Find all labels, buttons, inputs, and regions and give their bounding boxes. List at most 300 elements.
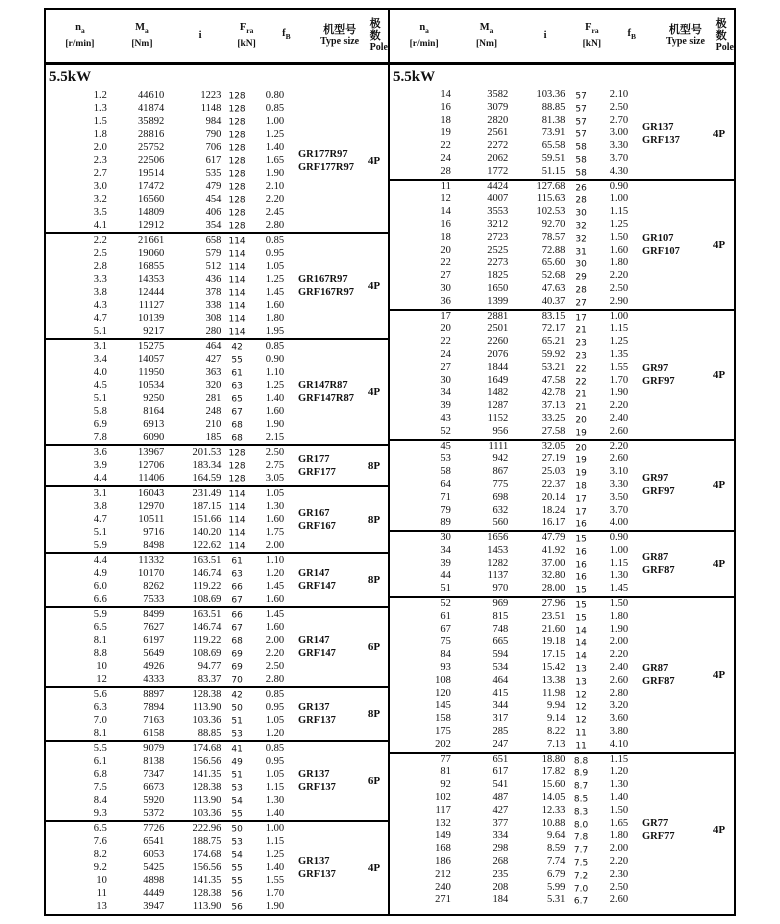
cell-ratio: 248 bbox=[205, 406, 222, 417]
cell-torque: 2273 bbox=[487, 257, 509, 269]
cell-speed: 30 bbox=[440, 282, 451, 294]
cell-service-factor: 1.55 bbox=[265, 875, 285, 886]
table-row bbox=[46, 539, 298, 552]
cell-torque: 1825 bbox=[487, 270, 509, 282]
table-row bbox=[46, 768, 298, 781]
cell-radial-force: 114 bbox=[228, 249, 246, 260]
cell-ratio: 52.68 bbox=[541, 270, 566, 282]
pole-label: 4P bbox=[367, 154, 381, 167]
cell-speed: 20 bbox=[440, 323, 451, 335]
cell-torque: 8262 bbox=[143, 581, 165, 592]
table-row bbox=[46, 742, 298, 755]
type-size-labels bbox=[298, 340, 360, 444]
cell-radial-force: 114 bbox=[228, 489, 246, 500]
cell-radial-force: 49 bbox=[231, 757, 243, 768]
pole-label: 4P bbox=[367, 280, 381, 292]
cell-service-factor: 1.05 bbox=[265, 488, 285, 499]
right-groups bbox=[390, 89, 734, 914]
cell-ratio: 83.15 bbox=[541, 310, 566, 322]
table-row bbox=[46, 353, 298, 366]
group-rows bbox=[46, 89, 298, 232]
cell-ratio: 164.59 bbox=[192, 473, 222, 484]
cell-service-factor: 2.00 bbox=[609, 636, 629, 648]
cell-radial-force: 128 bbox=[228, 130, 246, 141]
cell-speed: 1.3 bbox=[93, 103, 107, 114]
cell-radial-force: 54 bbox=[231, 850, 243, 861]
type-size-label: GRF147R87 bbox=[298, 393, 354, 404]
cell-speed: 3.4 bbox=[93, 354, 107, 365]
cell-radial-force: 114 bbox=[228, 275, 246, 286]
cell-torque: 2525 bbox=[487, 244, 509, 256]
pole-label: 8P bbox=[367, 708, 381, 720]
cell-speed: 19 bbox=[440, 127, 451, 139]
cell-torque: 1287 bbox=[487, 400, 509, 412]
group-rows bbox=[46, 822, 298, 913]
cell-speed: 18 bbox=[440, 231, 451, 243]
table-row bbox=[46, 180, 298, 193]
cell-speed: 5.1 bbox=[93, 527, 107, 538]
cell-speed: 2.7 bbox=[93, 168, 107, 179]
cell-service-factor: 0.80 bbox=[265, 90, 285, 101]
cell-service-factor: 1.40 bbox=[609, 792, 629, 804]
cell-service-factor: 1.15 bbox=[609, 206, 629, 218]
cell-torque: 8138 bbox=[143, 756, 165, 767]
table-row bbox=[46, 848, 298, 861]
cell-ratio: 479 bbox=[205, 181, 222, 192]
table-row bbox=[390, 779, 642, 792]
type-size-label: GRF137 bbox=[298, 715, 336, 726]
cell-speed: 3.0 bbox=[93, 181, 107, 192]
cell-ratio: 984 bbox=[205, 116, 222, 127]
cell-radial-force: 128 bbox=[228, 461, 246, 472]
table-row bbox=[46, 781, 298, 794]
cell-radial-force: 114 bbox=[228, 327, 246, 338]
left-groups bbox=[46, 89, 388, 914]
cell-radial-force: 31 bbox=[575, 247, 587, 258]
cell-service-factor: 1.80 bbox=[609, 257, 629, 269]
header-torque: $M_a$ [Nm] bbox=[131, 22, 153, 49]
cell-torque: 285 bbox=[492, 726, 509, 738]
table-row bbox=[390, 505, 642, 518]
cell-ratio: 40.37 bbox=[541, 295, 566, 307]
cell-service-factor: 1.25 bbox=[265, 380, 285, 391]
cell-torque: 5920 bbox=[143, 795, 165, 806]
cell-speed: 93 bbox=[440, 662, 451, 674]
cell-torque: 6197 bbox=[143, 635, 165, 646]
table-row bbox=[46, 325, 298, 338]
cell-torque: 594 bbox=[492, 649, 509, 661]
cell-speed: 4.5 bbox=[93, 380, 107, 391]
cell-ratio: 94.77 bbox=[197, 661, 222, 672]
cell-radial-force: 17 bbox=[575, 313, 587, 324]
group-rows bbox=[46, 234, 298, 338]
cell-radial-force: 128 bbox=[228, 208, 246, 219]
cell-speed: 158 bbox=[435, 713, 451, 725]
cell-torque: 208 bbox=[492, 881, 509, 893]
cell-speed: 4.7 bbox=[93, 514, 107, 525]
cell-speed: 3.9 bbox=[93, 460, 107, 471]
cell-torque: 3553 bbox=[487, 206, 509, 218]
cell-speed: 3.5 bbox=[93, 207, 107, 218]
cell-speed: 149 bbox=[435, 830, 451, 842]
cell-service-factor: 1.35 bbox=[609, 348, 629, 360]
cell-ratio: 92.70 bbox=[541, 218, 566, 230]
cell-radial-force: 114 bbox=[228, 288, 246, 299]
cell-torque: 1844 bbox=[487, 361, 509, 373]
cell-ratio: 113.90 bbox=[192, 702, 222, 713]
cell-radial-force: 70 bbox=[231, 675, 243, 686]
cell-service-factor: 0.85 bbox=[265, 743, 285, 754]
table-row bbox=[46, 273, 298, 286]
cell-speed: 6.1 bbox=[93, 756, 107, 767]
group-rows bbox=[46, 742, 298, 820]
cell-ratio: 122.62 bbox=[192, 540, 222, 551]
cell-service-factor: 1.40 bbox=[265, 862, 285, 873]
cell-speed: 145 bbox=[435, 700, 451, 712]
table-row bbox=[46, 727, 298, 740]
cell-radial-force: 8.0 bbox=[573, 820, 589, 831]
cell-torque: 1282 bbox=[487, 557, 509, 569]
cell-speed: 8.2 bbox=[93, 849, 107, 860]
cell-speed: 8.8 bbox=[93, 648, 107, 659]
cell-speed: 5.5 bbox=[93, 743, 107, 754]
type-size-label: GR137 bbox=[298, 769, 330, 780]
cell-speed: 22 bbox=[440, 336, 451, 348]
cell-torque: 10139 bbox=[138, 313, 165, 324]
cell-ratio: 706 bbox=[205, 142, 222, 153]
cell-service-factor: 1.60 bbox=[609, 244, 629, 256]
cell-ratio: 108.69 bbox=[192, 648, 222, 659]
cell-ratio: 10.88 bbox=[541, 817, 566, 829]
table-row bbox=[390, 296, 642, 309]
table-row bbox=[390, 413, 642, 426]
type-size-labels bbox=[298, 446, 360, 485]
cell-speed: 202 bbox=[435, 738, 451, 750]
cell-speed: 7.8 bbox=[93, 432, 107, 443]
cell-speed: 22 bbox=[440, 140, 451, 152]
table-row bbox=[46, 418, 298, 431]
cell-ratio: 156.56 bbox=[192, 756, 222, 767]
cell-ratio: 128.38 bbox=[192, 689, 222, 700]
cell-speed: 10 bbox=[96, 875, 107, 886]
cell-speed: 27 bbox=[440, 270, 451, 282]
group-rows bbox=[390, 754, 642, 908]
spec-group bbox=[390, 598, 734, 754]
cell-radial-force: 26 bbox=[575, 183, 587, 194]
table-row bbox=[46, 567, 298, 580]
cell-service-factor: 3.05 bbox=[265, 473, 285, 484]
spec-group bbox=[390, 181, 734, 311]
table-row bbox=[390, 662, 642, 675]
group-rows bbox=[390, 89, 642, 179]
cell-radial-force: 21 bbox=[575, 389, 587, 400]
cell-service-factor: 1.55 bbox=[609, 361, 629, 373]
cell-radial-force: 128 bbox=[228, 448, 246, 459]
type-size-label: GRF107 bbox=[642, 245, 680, 257]
power-rating-label: 5.5kW bbox=[393, 68, 436, 85]
cell-service-factor: 1.50 bbox=[609, 231, 629, 243]
cell-speed: 5.6 bbox=[93, 689, 107, 700]
cell-speed: 84 bbox=[440, 649, 451, 661]
cell-torque: 7347 bbox=[143, 769, 165, 780]
cell-ratio: 790 bbox=[205, 129, 222, 140]
table-row bbox=[46, 755, 298, 768]
cell-radial-force: 61 bbox=[231, 556, 243, 567]
cell-torque: 184 bbox=[492, 894, 509, 906]
cell-torque: 427 bbox=[492, 804, 509, 816]
cell-service-factor: 2.50 bbox=[265, 661, 285, 672]
table-row bbox=[390, 754, 642, 767]
cell-speed: 79 bbox=[440, 504, 451, 516]
type-size-label: GRF77 bbox=[642, 831, 675, 843]
cell-torque: 5372 bbox=[143, 808, 165, 819]
cell-ratio: 83.37 bbox=[197, 674, 222, 685]
cell-service-factor: 1.15 bbox=[265, 836, 285, 847]
cell-speed: 6.3 bbox=[93, 702, 107, 713]
cell-radial-force: 20 bbox=[575, 415, 587, 426]
table-row bbox=[46, 701, 298, 714]
cell-torque: 2723 bbox=[487, 231, 509, 243]
cell-speed: 1.5 bbox=[93, 116, 107, 127]
cell-torque: 14057 bbox=[138, 354, 165, 365]
cell-ratio: 115.63 bbox=[536, 193, 566, 205]
spec-group bbox=[46, 554, 388, 608]
cell-ratio: 108.69 bbox=[192, 594, 222, 605]
cell-ratio: 119.22 bbox=[192, 635, 222, 646]
cell-torque: 867 bbox=[492, 466, 509, 478]
cell-radial-force: 68 bbox=[231, 433, 243, 444]
type-size-label: GR147 bbox=[298, 568, 330, 579]
type-size-labels bbox=[298, 822, 360, 913]
table-row bbox=[46, 366, 298, 379]
cell-speed: 24 bbox=[440, 152, 451, 164]
cell-radial-force: 11 bbox=[575, 728, 587, 739]
pole-label: 4P bbox=[712, 368, 726, 381]
table-row bbox=[46, 822, 298, 835]
cell-radial-force: 17 bbox=[575, 507, 587, 517]
cell-service-factor: 1.25 bbox=[609, 336, 629, 348]
cell-radial-force: 28 bbox=[575, 285, 587, 296]
cell-speed: 14 bbox=[440, 89, 451, 100]
table-row bbox=[390, 583, 642, 596]
group-rows bbox=[46, 608, 298, 686]
cell-service-factor: 1.25 bbox=[265, 849, 285, 860]
cell-ratio: 8.59 bbox=[547, 843, 566, 855]
table-row bbox=[390, 792, 642, 805]
cell-ratio: 128.38 bbox=[192, 782, 222, 793]
cell-ratio: 454 bbox=[205, 194, 222, 205]
table-row bbox=[46, 688, 298, 701]
cell-radial-force: 55 bbox=[231, 863, 243, 874]
cell-torque: 748 bbox=[492, 623, 509, 635]
cell-speed: 1.2 bbox=[93, 90, 107, 101]
table-row bbox=[390, 166, 642, 179]
cell-radial-force: 128 bbox=[228, 156, 246, 167]
cell-torque: 775 bbox=[492, 478, 509, 490]
cell-ratio: 151.66 bbox=[192, 514, 222, 525]
cell-speed: 8.1 bbox=[93, 635, 107, 646]
spec-group bbox=[46, 822, 388, 913]
cell-service-factor: 3.30 bbox=[609, 478, 629, 490]
cell-radial-force: 128 bbox=[228, 195, 246, 206]
cell-speed: 4.9 bbox=[93, 568, 107, 579]
cell-ratio: 73.91 bbox=[541, 127, 566, 139]
cell-radial-force: 67 bbox=[231, 407, 243, 418]
type-size-labels bbox=[642, 311, 704, 439]
cell-service-factor: 0.85 bbox=[265, 341, 285, 352]
cell-torque: 8499 bbox=[143, 609, 165, 620]
table-row bbox=[46, 887, 298, 900]
cell-service-factor: 1.00 bbox=[265, 823, 285, 834]
cell-ratio: 103.36 bbox=[536, 89, 566, 100]
type-size-label: GR137 bbox=[298, 702, 330, 713]
cell-speed: 61 bbox=[440, 610, 451, 622]
table-row bbox=[390, 219, 642, 232]
table-row bbox=[390, 375, 642, 388]
pole-label: 8P bbox=[367, 574, 381, 586]
cell-radial-force: 11 bbox=[575, 741, 587, 752]
header-ratio: i bbox=[198, 30, 202, 41]
table-row bbox=[390, 739, 642, 752]
cell-service-factor: 1.20 bbox=[265, 568, 285, 579]
cell-radial-force: 57 bbox=[575, 91, 587, 102]
cell-ratio: 378 bbox=[205, 287, 222, 298]
cell-radial-force: 114 bbox=[228, 262, 246, 273]
cell-radial-force: 128 bbox=[228, 221, 246, 232]
cell-speed: 14 bbox=[440, 206, 451, 218]
cell-ratio: 17.82 bbox=[541, 766, 566, 778]
table-row bbox=[46, 714, 298, 727]
cell-radial-force: 114 bbox=[228, 314, 246, 325]
cell-speed: 120 bbox=[435, 687, 451, 699]
cell-radial-force: 29 bbox=[575, 272, 587, 283]
power-section-row bbox=[46, 65, 388, 89]
cell-service-factor: 4.00 bbox=[609, 517, 629, 529]
cell-service-factor: 1.00 bbox=[609, 193, 629, 205]
cell-torque: 7627 bbox=[143, 622, 165, 633]
cell-ratio: 51.15 bbox=[541, 165, 566, 177]
header-type-size: 机型号 Type size bbox=[665, 23, 705, 47]
cell-speed: 186 bbox=[435, 856, 451, 868]
cell-service-factor: 2.60 bbox=[609, 425, 629, 437]
cell-radial-force: 7.2 bbox=[573, 871, 589, 882]
header-speed: $n_a$ [r/min] bbox=[65, 22, 95, 49]
table-row bbox=[390, 206, 642, 219]
pole-label: 6P bbox=[367, 641, 381, 653]
cell-service-factor: 1.90 bbox=[609, 623, 629, 635]
group-rows bbox=[46, 340, 298, 444]
type-size-label: GR87 bbox=[642, 662, 669, 674]
type-size-label: GRF97 bbox=[642, 486, 675, 498]
cell-speed: 3.1 bbox=[93, 341, 107, 352]
cell-radial-force: 42 bbox=[231, 342, 243, 353]
cell-ratio: 141.35 bbox=[192, 769, 222, 780]
cell-speed: 6.5 bbox=[93, 622, 107, 633]
cell-speed: 10 bbox=[96, 661, 107, 672]
cell-speed: 8.4 bbox=[93, 795, 107, 806]
cell-radial-force: 27 bbox=[575, 298, 587, 309]
cell-torque: 617 bbox=[492, 766, 509, 778]
cell-radial-force: 23 bbox=[575, 351, 587, 362]
table-left-half bbox=[46, 10, 390, 914]
cell-radial-force: 8.8 bbox=[573, 756, 589, 767]
cell-radial-force: 57 bbox=[575, 129, 587, 140]
cell-ratio: 127.68 bbox=[536, 180, 566, 192]
cell-torque: 4898 bbox=[143, 875, 165, 886]
cell-service-factor: 3.70 bbox=[609, 152, 629, 164]
cell-torque: 16560 bbox=[138, 194, 165, 205]
cell-service-factor: 3.80 bbox=[609, 726, 629, 738]
group-rows bbox=[46, 446, 298, 485]
spec-group bbox=[390, 311, 734, 441]
cell-ratio: 113.90 bbox=[192, 901, 222, 912]
cell-torque: 6541 bbox=[143, 836, 165, 847]
cell-service-factor: 1.40 bbox=[265, 142, 285, 153]
cell-torque: 11127 bbox=[138, 300, 165, 311]
table-row bbox=[390, 232, 642, 245]
cell-ratio: 27.96 bbox=[541, 598, 566, 610]
spec-group bbox=[46, 446, 388, 487]
cell-service-factor: 4.30 bbox=[609, 165, 629, 177]
cell-ratio: 128.38 bbox=[192, 888, 222, 899]
pole-label: 4P bbox=[712, 238, 726, 251]
cell-ratio: 65.58 bbox=[541, 140, 566, 152]
cell-ratio: 12.33 bbox=[541, 804, 566, 816]
table-row bbox=[46, 260, 298, 273]
cell-radial-force: 8.5 bbox=[573, 794, 589, 805]
table-row bbox=[390, 492, 642, 505]
cell-torque: 298 bbox=[492, 843, 509, 855]
cell-torque: 665 bbox=[492, 636, 509, 648]
cell-speed: 92 bbox=[440, 779, 451, 791]
cell-radial-force: 8.9 bbox=[573, 768, 589, 779]
cell-service-factor: 2.00 bbox=[265, 635, 285, 646]
cell-service-factor: 1.90 bbox=[265, 419, 285, 430]
cell-torque: 2272 bbox=[487, 140, 509, 152]
group-rows bbox=[46, 487, 298, 552]
cell-service-factor: 1.70 bbox=[609, 374, 629, 386]
type-size-label: GR137 bbox=[298, 855, 330, 867]
type-size-labels bbox=[642, 441, 704, 531]
type-size-label: GRF147 bbox=[298, 648, 336, 659]
cell-speed: 9.2 bbox=[93, 862, 107, 873]
table-row bbox=[46, 405, 298, 418]
cell-service-factor: 0.85 bbox=[265, 689, 285, 700]
header-type-size: 机型号 Type size bbox=[320, 23, 360, 47]
spec-group bbox=[46, 340, 388, 446]
cell-service-factor: 1.90 bbox=[265, 901, 285, 912]
type-size-labels bbox=[298, 554, 360, 606]
spec-group bbox=[46, 487, 388, 554]
header-ratio: i bbox=[543, 30, 547, 41]
table-row bbox=[390, 856, 642, 869]
cell-service-factor: 0.95 bbox=[265, 248, 285, 259]
cell-service-factor: 1.80 bbox=[609, 610, 629, 622]
cell-speed: 44 bbox=[440, 570, 451, 582]
table-row bbox=[390, 336, 642, 349]
table-row bbox=[46, 459, 298, 472]
cell-service-factor: 2.40 bbox=[609, 662, 629, 674]
table-row bbox=[46, 154, 298, 167]
cell-service-factor: 1.80 bbox=[265, 313, 285, 324]
cell-radial-force: 14 bbox=[575, 638, 587, 649]
table-row bbox=[46, 312, 298, 325]
cell-speed: 52 bbox=[440, 598, 451, 610]
type-size-label: GR137 bbox=[642, 121, 674, 133]
cell-torque: 464 bbox=[492, 674, 509, 686]
cell-service-factor: 3.30 bbox=[609, 140, 629, 152]
table-row bbox=[390, 257, 642, 270]
